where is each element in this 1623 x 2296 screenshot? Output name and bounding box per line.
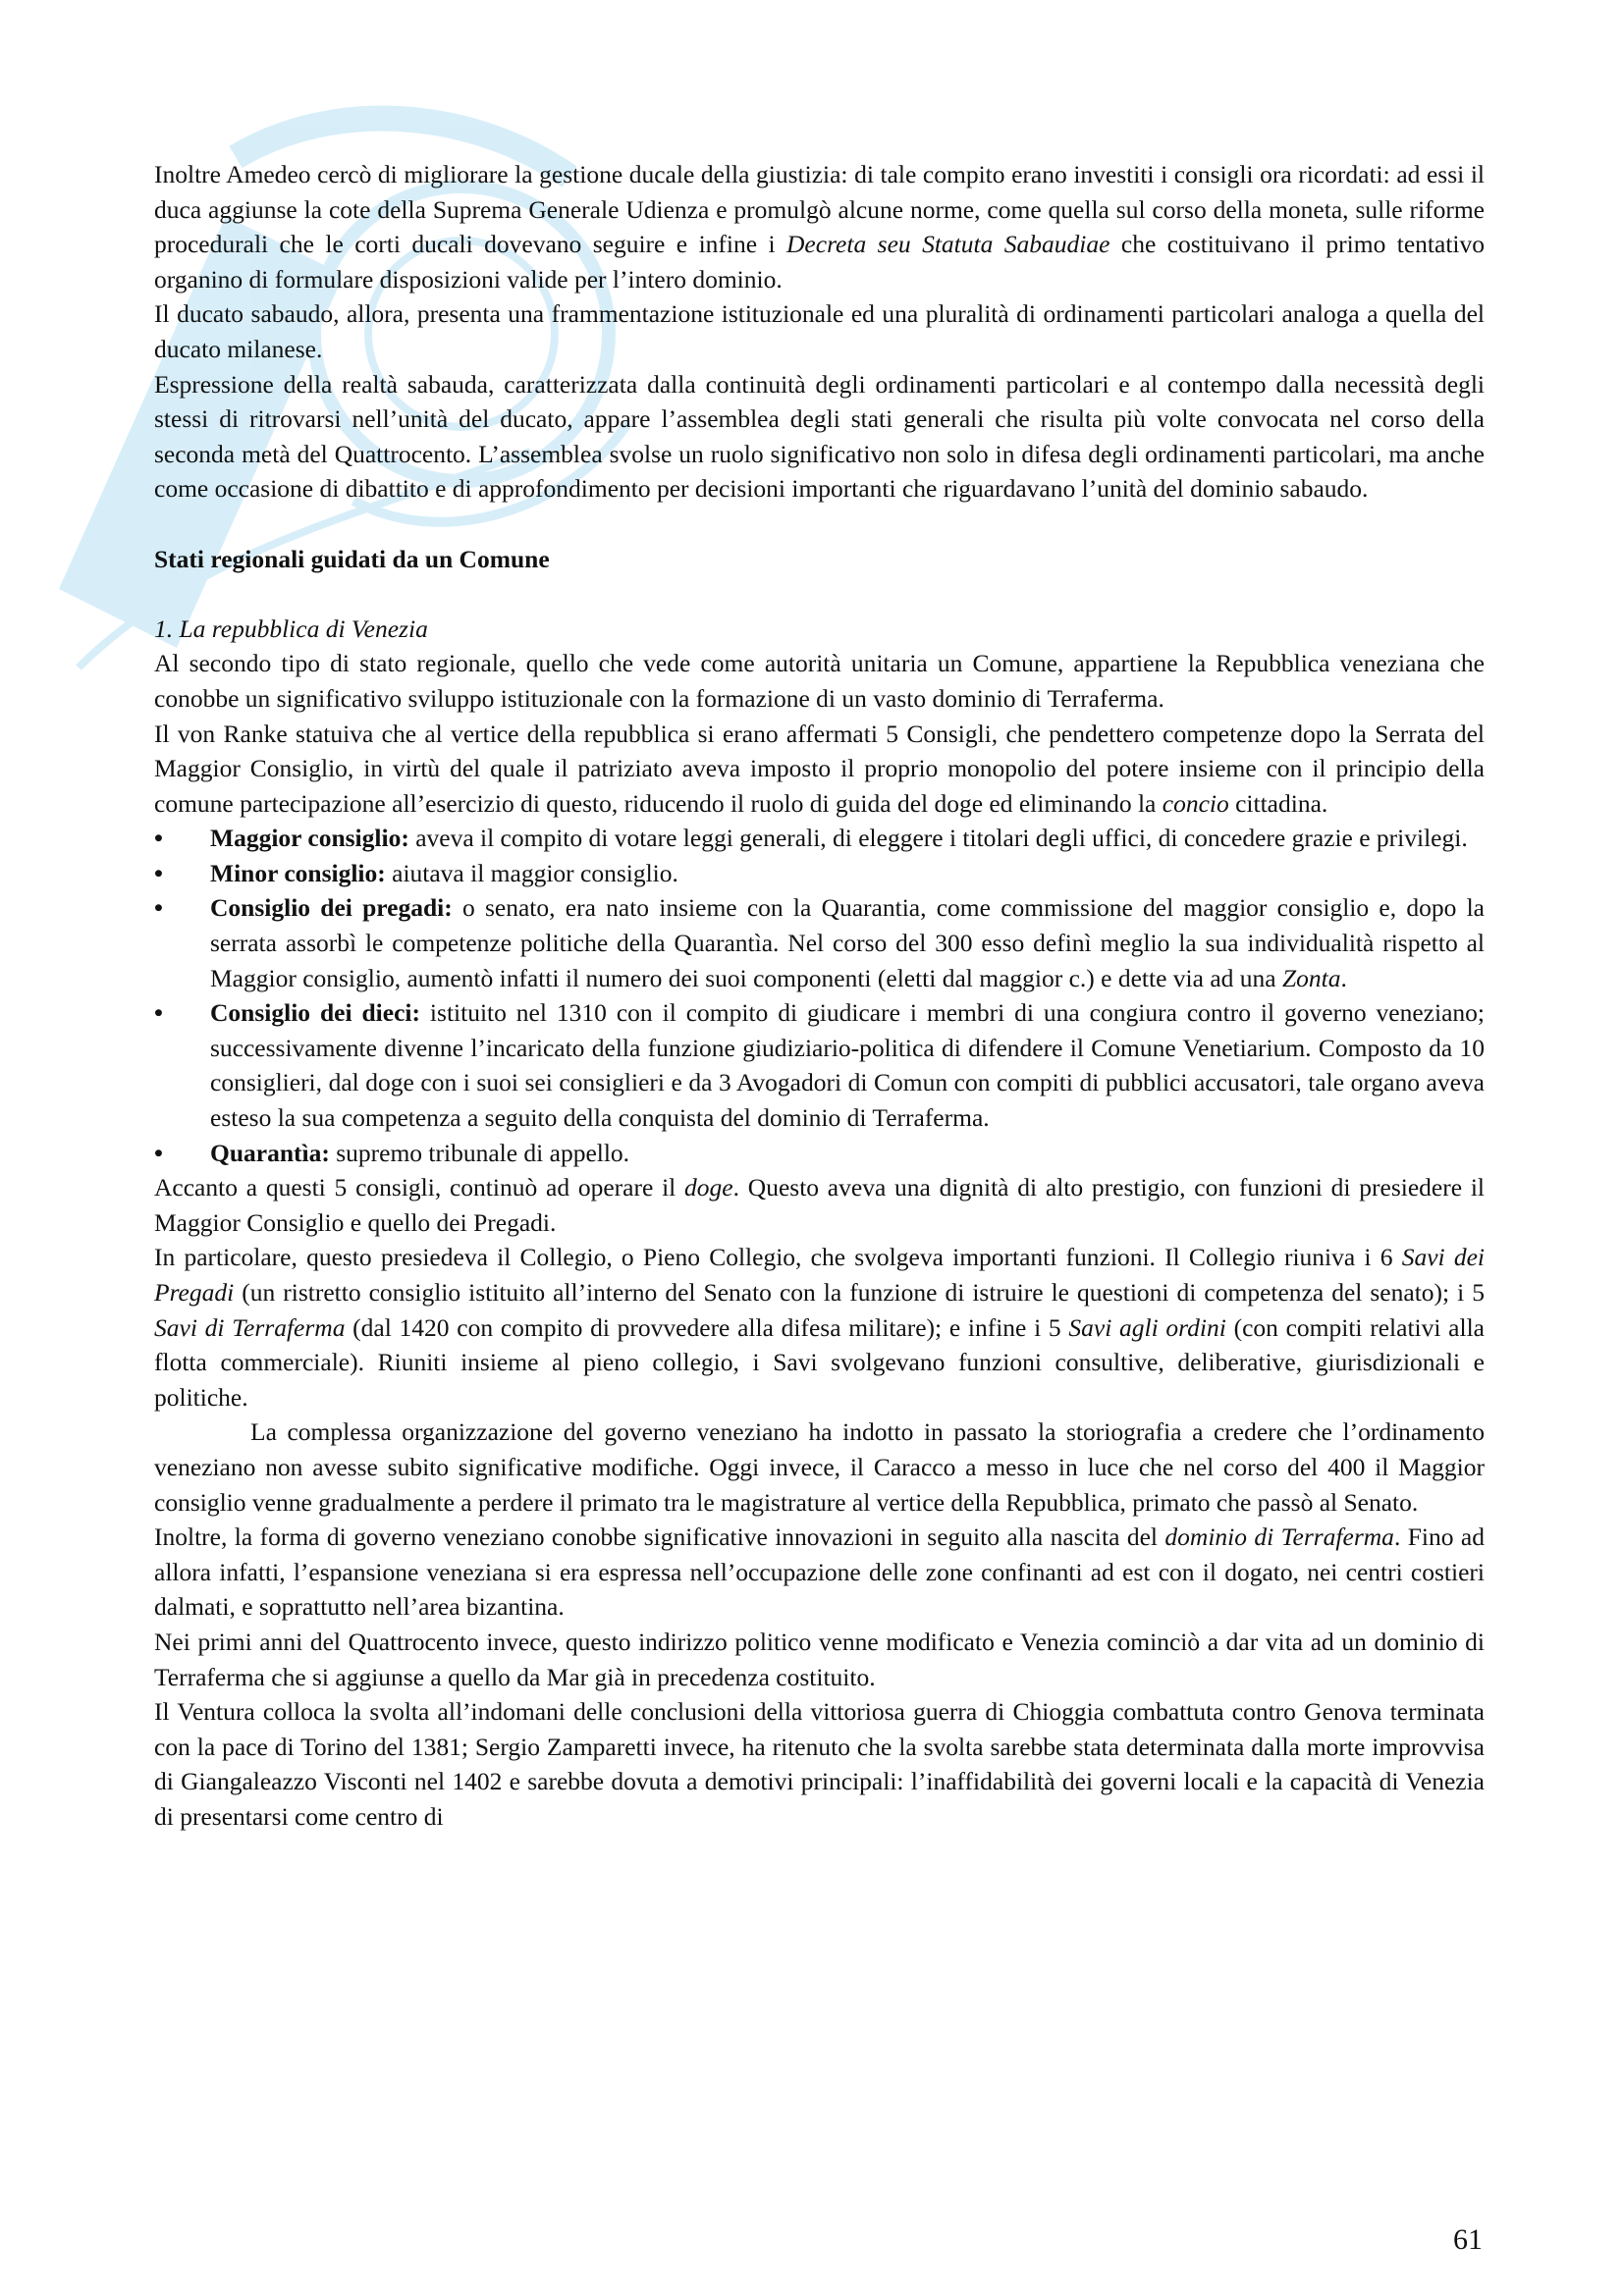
italic-term: Decreta seu Statuta Sabaudiae	[786, 230, 1110, 259]
list-item-text	[210, 893, 1485, 991]
bold-term: Minor consiglio:	[210, 858, 386, 887]
text-run: Inoltre Amedeo cercò di migliorare la gestione ducale della giustizia: di tale compito erano investiti i consigli ora ricordati: ad essi il duca aggiunse la cote della Suprema Generale Udienza e promulgò alcune norme, come quella sul corso della moneta, sulle riforme procedurali che le corti ducali dovevano seguire e infine i	[154, 160, 1485, 259]
text-run: Il von Ranke statuiva che al vertice della repubblica si erano affermati 5 Consigli, che pendettero competenze dopo la Serrata del Maggior Consiglio, in virtù del quale il patriziato aveva imposto il proprio monopolio del potere insieme con il principio della comune partecipazione all’esercizio di questo, riducendo il ruolo di guida del doge ed eliminando la	[154, 719, 1485, 818]
paragraph	[154, 157, 1485, 296]
subsection-heading: 1. La repubblica di Venezia	[154, 614, 428, 643]
paragraph	[154, 1170, 1485, 1240]
paragraph	[154, 1520, 1485, 1625]
list-item-text	[210, 859, 678, 887]
bold-term: Consiglio dei dieci:	[210, 998, 420, 1028]
bullet-icon: •	[154, 893, 163, 923]
document-body	[154, 157, 1485, 1835]
italic-term: Savi di Terraferma	[154, 1312, 346, 1342]
list-item-text	[210, 998, 1485, 1132]
paragraph: La complessa organizzazione del governo veneziano ha indotto in passato la storiografia a credere che l’ordinamento veneziano non avesse subito significative modifiche. Oggi invece, il Caracco a messo in luce che nel corso del 400 il Maggior consiglio venne gradualmente a perdere il primato tra le magistrature al vertice della Repubblica, primato che passò al Senato.	[154, 1417, 1485, 1517]
list-item	[154, 890, 1485, 995]
text-run: (dal 1420 con compito di provvedere alla difesa militare); e infine i 5	[345, 1312, 1069, 1342]
text-run: (con compiti relativi alla flotta commerciale). Riuniti insieme al pieno collegio, i Savi svolgevano funzioni consultive, deliberative, giurisdizionali e politiche.	[154, 1312, 1485, 1412]
list-item	[154, 821, 1485, 856]
italic-term: Savi dei Pregadi	[154, 1243, 1485, 1307]
paragraph: Al secondo tipo di stato regionale, quello che vede come autorità unitaria un Comune, appartiene la Repubblica veneziana che conobbe un significativo sviluppo istituzionale con la formazione di un vasto dominio di Terraferma.	[154, 649, 1485, 713]
paragraph: Espressione della realtà sabauda, caratterizzata dalla continuità degli ordinamenti particolari e al contempo dalla necessità degli stessi di ritrovarsi nell’unità del ducato, appare l’assemblea degli stati generali che risulta più volte convocata nel corso della seconda metà del Quattrocento. L’assemblea svolse un ruolo significativo non solo in difesa degli ordinamenti particolari, ma anche come occasione di dibattito e di approfondimento per decisioni importanti che riguardavano l’unità del dominio sabaudo.	[154, 369, 1485, 504]
bullet-icon: •	[154, 858, 163, 887]
list-item	[154, 1136, 1485, 1171]
text-run: aveva il compito di votare leggi generali, di eleggere i titolari degli uffici, di concedere grazie e privilegi.	[408, 824, 1468, 853]
italic-term: Savi agli ordini	[1068, 1312, 1226, 1342]
bold-term: Maggior consiglio:	[210, 824, 409, 853]
text-run: . Questo aveva una dignità di alto prestigio, con funzioni di presiedere il Maggior Consiglio e quello dei Pregadi.	[154, 1173, 1486, 1237]
italic-term: Zonta	[1281, 963, 1341, 992]
text-run: Accanto a questi 5 consigli, continuò ad operare il	[154, 1173, 685, 1202]
bullet-icon: •	[154, 1138, 163, 1167]
list-item-text	[210, 1139, 629, 1167]
text-run: In particolare, questo presiedeva il Collegio, o Pieno Collegio, che svolgeva importanti funzioni. Il Collegio riuniva i 6	[154, 1243, 1402, 1272]
council-list	[154, 821, 1485, 1170]
bold-term: Quarantìa:	[210, 1138, 330, 1167]
text-run: Inoltre, la forma di governo veneziano conobbe significative innovazioni in seguito alla nascita del	[154, 1522, 1165, 1552]
paragraph: Il ducato sabaudo, allora, presenta una frammentazione istituzionale ed una pluralità di ordinamenti particolari analoga a quella del ducato milanese.	[154, 299, 1485, 363]
list-item	[154, 856, 1485, 891]
paragraph	[154, 717, 1485, 822]
text-run: . Fino ad allora infatti, l’espansione veneziana si era espressa nell’occupazione delle zone confinanti ad est con il dogato, nei centri costieri dalmati, e soprattutto nell’area bizantina.	[154, 1522, 1485, 1622]
text-run: istituito nel 1310 con il compito di giudicare i membri di una congiura contro il governo veneziano; successivamente divenne l’incaricato della funzione giudiziario-politica di difendere il Comune Venetiarium. Composto da 10 consiglieri, dal doge con i suoi sei consiglieri e da 3 Avogadori di Comun con compiti di pubblici accusatori, tale organo aveva esteso la sua competenza a seguito della conquista del dominio di Terraferma.	[210, 998, 1485, 1133]
text-run: .	[1340, 963, 1347, 992]
text-run: aiutava il maggior consiglio.	[385, 858, 678, 887]
list-item-text	[210, 824, 1468, 852]
section-heading: Stati regionali guidati da un Comune	[154, 544, 550, 573]
text-run: supremo tribunale di appello.	[329, 1138, 630, 1167]
bold-term: Consiglio dei pregadi:	[210, 893, 453, 923]
spacer	[154, 576, 1485, 612]
paragraph: Nei primi anni del Quattrocento invece, questo indirizzo politico venne modificato e Venezia cominciò a dar vita ad un dominio di Terraferma che si aggiunse a quello da Mar già in precedenza costituito.	[154, 1627, 1485, 1691]
page-number: 61	[1453, 2223, 1483, 2256]
text-run: o senato, era nato insieme con la Quarantia, come commissione del maggior consiglio e, dopo la serrata assorbì le competenze politiche della Quarantìa. Nel corso del 300 esso definì meglio la sua individualità rispetto al Maggior consiglio, aumentò infatti il numero dei suoi componenti (eletti dal maggior c.) e dette via ad una	[210, 893, 1485, 992]
italic-term: dominio di Terraferma	[1164, 1522, 1394, 1552]
paragraph	[154, 1240, 1485, 1415]
text-run: cittadina.	[1228, 788, 1328, 818]
italic-term: concio	[1162, 788, 1229, 818]
bullet-icon: •	[154, 998, 163, 1028]
text-run: (un ristretto consiglio istituito all’interno del Senato con la funzione di istruire le questioni di competenza del senato); i 5	[234, 1278, 1485, 1307]
spacer	[154, 507, 1485, 542]
paragraph: Il Ventura colloca la svolta all’indomani delle conclusioni della vittoriosa guerra di Chioggia combattuta contro Genova terminata con la pace di Torino del 1381; Sergio Zamparetti invece, ha ritenuto che la svolta sarebbe stata determinata dalla morte improvvisa di Giangaleazzo Visconti nel 1402 e sarebbe dovuta a demotivi principali: l’inaffidabilità dei governi locali e la capacità di Venezia di presentarsi come centro di	[154, 1697, 1485, 1831]
bullet-icon: •	[154, 824, 163, 853]
text-run: che costituivano il primo tentativo organino di formulare disposizioni valide per l’intero dominio.	[154, 230, 1485, 294]
list-item	[154, 995, 1485, 1135]
italic-term: doge	[684, 1173, 733, 1202]
